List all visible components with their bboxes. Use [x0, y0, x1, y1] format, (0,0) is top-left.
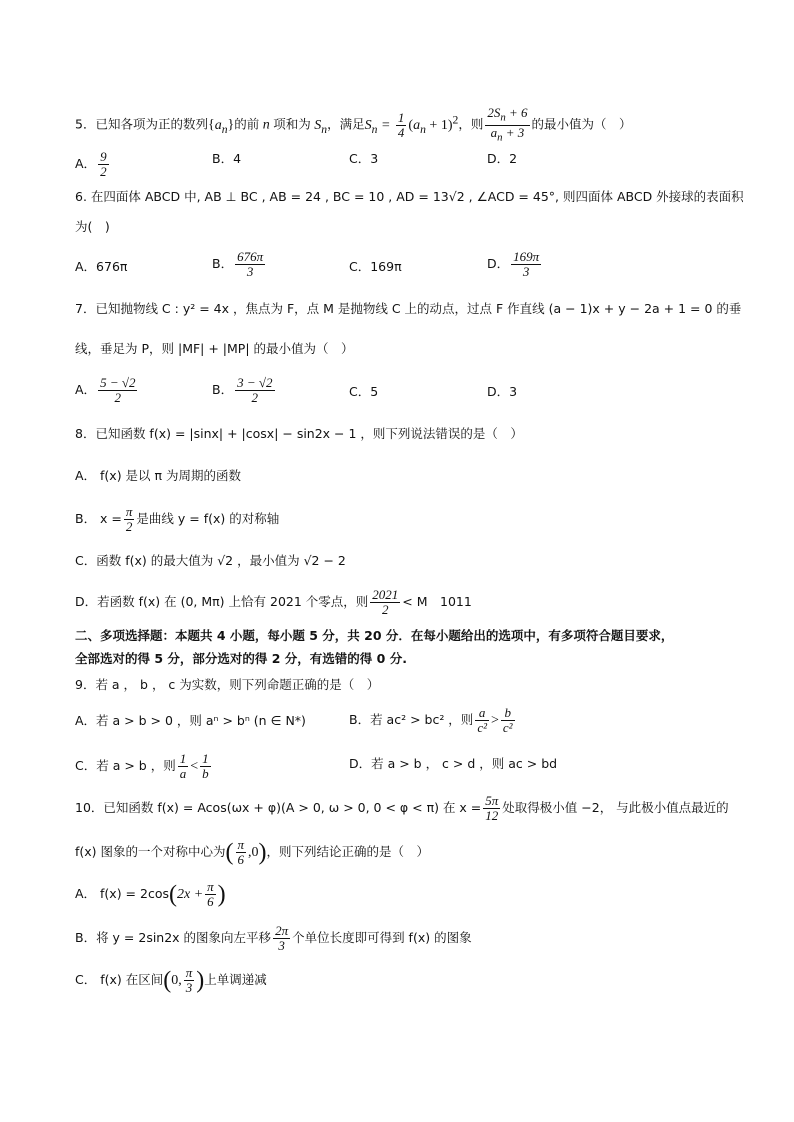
q6-option-b-frac: $\frac{676\pi}{3}$ [237, 249, 264, 279]
q7-option-b-frac: $\frac{3 - √2}{2}$ [237, 375, 273, 405]
q7-option-b [212, 376, 277, 405]
q10-option-a-paren-open: ( [168, 881, 177, 908]
q9-option-c-pre: C．若 a > b ，则 [75, 758, 176, 773]
q10-line2-frac: $\frac{\pi}{6}$ [237, 837, 245, 867]
q9-option-d: D．若 a > b ， c > d ，则 ac > bd [349, 756, 558, 771]
section-2-heading-line1: 二、多项选择题：本题共 4 小题，每小题 5 分，共 20 分．在每小题给出的选项中，有多项符合题目要求， [75, 628, 674, 643]
q9-option-c-frac1: $\frac{1}{a}$ [179, 751, 187, 781]
q10-line2-pre: f(x) 图象的一个对称中心为 [75, 844, 226, 859]
q8-option-b [75, 505, 279, 534]
q8-option-d-frac: $\frac{2021}{2}$ [372, 587, 399, 617]
q8-option-d-post: < M 1011 [402, 594, 472, 609]
q10-option-b [75, 924, 472, 953]
q6-option-b [212, 250, 267, 279]
q5-text-mid3: ，满足 [327, 116, 365, 132]
q10-option-a-pre: A． f(x) = 2cos [75, 886, 169, 901]
q10-option-a [75, 880, 226, 909]
question-5-stem [75, 106, 632, 144]
q8-option-b-post: 是曲线 y = f(x) 的对称轴 [136, 511, 280, 526]
q10-option-c-paren-close: ) [196, 967, 205, 994]
question-10-stem-line2 [75, 838, 429, 867]
q5-option-c: C．3 [349, 151, 379, 166]
q5-text-prefix: 5．已知各项为正的数列 [75, 116, 208, 132]
q10-option-c-paren-open: ( [163, 967, 172, 994]
q8-option-b-frac: $\frac{\pi}{2}$ [125, 504, 133, 534]
question-7-stem-line2: 线，垂足为 P，则 |MF| + |MP| 的最小值为（ ） [75, 341, 354, 356]
q6-option-b-label: B． [212, 256, 234, 271]
q10-option-c-post: 上单调递减 [204, 972, 267, 987]
q10-option-b-frac: $\frac{2\pi}{3}$ [275, 923, 289, 953]
q5-option-a-frac: $\frac{9}{2}$ [100, 149, 107, 179]
q5-text-mid1: 的前 [234, 116, 260, 132]
q5-n: n [259, 117, 274, 133]
q10-option-b-pre: B．将 y = 2sin2x 的图象向左平移 [75, 930, 272, 945]
q6-option-c: C．169π [349, 259, 402, 274]
q7-option-c: C．5 [349, 384, 379, 399]
question-6-stem-line1: 6. 在四面体 ABCD 中, AB ⊥ BC , AB = 24 , BC = 10 , AD = 13√2 , ∠ACD = 45°, 则四面体 ABCD 外接球的表面积 [75, 189, 744, 204]
q10-line2-comma: ,0 [248, 845, 259, 860]
q5-target-frac: $\frac{2S_n + 6}{a_n + 3}$ [487, 105, 528, 144]
question-6-stem-line2: 为( ) [75, 219, 110, 234]
q6-option-a: A．676π [75, 259, 128, 274]
q7-option-a-label: A． [75, 382, 97, 397]
q5-text-suffix: 的最小值为（ ） [531, 116, 632, 132]
q5-formula-rhs: $(a_n + 1)^2$ [408, 112, 459, 136]
q10-option-a-paren-close: ) [217, 881, 226, 908]
q9-option-b-gt: > [490, 713, 499, 728]
q9-option-b-pre: B．若 ac² > bc² ，则 [349, 712, 474, 727]
q5-text-mid4: ，则 [458, 116, 484, 132]
q5-formula-frac: $\frac{1}{4}$ [397, 109, 405, 140]
question-8-stem: 8．已知函数 f(x) = |sinx| + |cosx| − sin2x − 1 ，则下列说法错误的是（ ） [75, 426, 523, 441]
q10-option-a-arg: 2x + [176, 887, 204, 902]
q6-option-d [487, 250, 543, 279]
q6-option-d-label: D． [487, 256, 510, 271]
q10-line1-pre: 10．已知函数 f(x) = Acos(ωx + φ)(A > 0, ω > 0, 0 < φ < π) 在 x = [75, 800, 482, 815]
q10-option-c-pre: C． f(x) 在区间 [75, 972, 164, 987]
q5-option-d: D．2 [487, 151, 518, 166]
q9-option-c-frac2: $\frac{1}{b}$ [202, 751, 209, 781]
q10-line2-post: ，则下列结论正确的是（ ） [266, 844, 430, 859]
q10-line2-paren-close: ) [258, 839, 267, 866]
q9-option-b [349, 706, 517, 735]
q9-option-b-frac1: $\frac{a}{\text{c²}}$ [477, 705, 487, 735]
q5-formula-lhs: $S_n$ = [364, 117, 394, 136]
q7-option-a-frac: $\frac{5 - √2}{2}$ [100, 375, 136, 405]
q7-option-b-label: B． [212, 382, 234, 397]
q5-seq-symbol: $\{a_n\}$ [207, 117, 235, 136]
q10-option-c-zero: 0, [171, 973, 182, 988]
section-2-heading-line2: 全部选对的得 5 分，部分选对的得 2 分，有选错的得 0 分. [75, 651, 407, 666]
q8-option-a: A． f(x) 是以 π 为周期的函数 [75, 468, 242, 483]
q8-option-b-pre: B． x = [75, 511, 122, 526]
q5-option-a-label: A． [75, 156, 97, 171]
q5-option-b: B．4 [212, 151, 242, 166]
q9-option-c [75, 752, 213, 781]
q10-option-c-frac: $\frac{\pi}{3}$ [185, 965, 193, 995]
q9-option-a: A．若 a > b > 0 ，则 aⁿ > bⁿ (n ∈ N*) [75, 713, 306, 728]
question-7-stem-line1: 7．已知抛物线 C : y² = 4x ，焦点为 F，点 M 是抛物线 C 上的动点，过点 F 作直线 (a − 1)x + y − 2a + 1 = 0 的垂 [75, 301, 742, 316]
q10-option-c [75, 966, 267, 995]
q7-option-d: D．3 [487, 384, 518, 399]
q8-option-c: C．函数 f(x) 的最大值为 √2 ，最小值为 √2 − 2 [75, 553, 346, 568]
q9-option-b-frac2: $\frac{b}{\text{c²}}$ [502, 705, 513, 735]
q5-option-a [75, 150, 111, 179]
q8-option-d [75, 588, 472, 617]
q7-option-a [75, 376, 139, 405]
q5-Sn: $S_n$ [310, 117, 328, 136]
q10-line1-post: 处取得极小值 −2， 与此极小值点最近的 [502, 800, 729, 815]
q10-line2-paren-open: ( [225, 839, 234, 866]
q10-option-b-post: 个单位长度即可得到 f(x) 的图象 [292, 930, 472, 945]
question-9-stem: 9．若 a ， b ， c 为实数，则下列命题正确的是（ ） [75, 677, 380, 692]
q9-option-c-lt: < [190, 759, 199, 774]
q10-option-a-frac: $\frac{\pi}{6}$ [207, 879, 214, 909]
q10-line1-frac: $\frac{5\pi}{12}$ [485, 793, 499, 823]
question-10-stem-line1 [75, 794, 729, 823]
q6-option-d-frac: $\frac{169\pi}{3}$ [513, 249, 540, 279]
q5-text-mid2: 项和为 [273, 116, 311, 132]
q8-option-d-pre: D．若函数 f(x) 在 (0, Mπ) 上恰有 2021 个零点，则 [75, 594, 369, 609]
